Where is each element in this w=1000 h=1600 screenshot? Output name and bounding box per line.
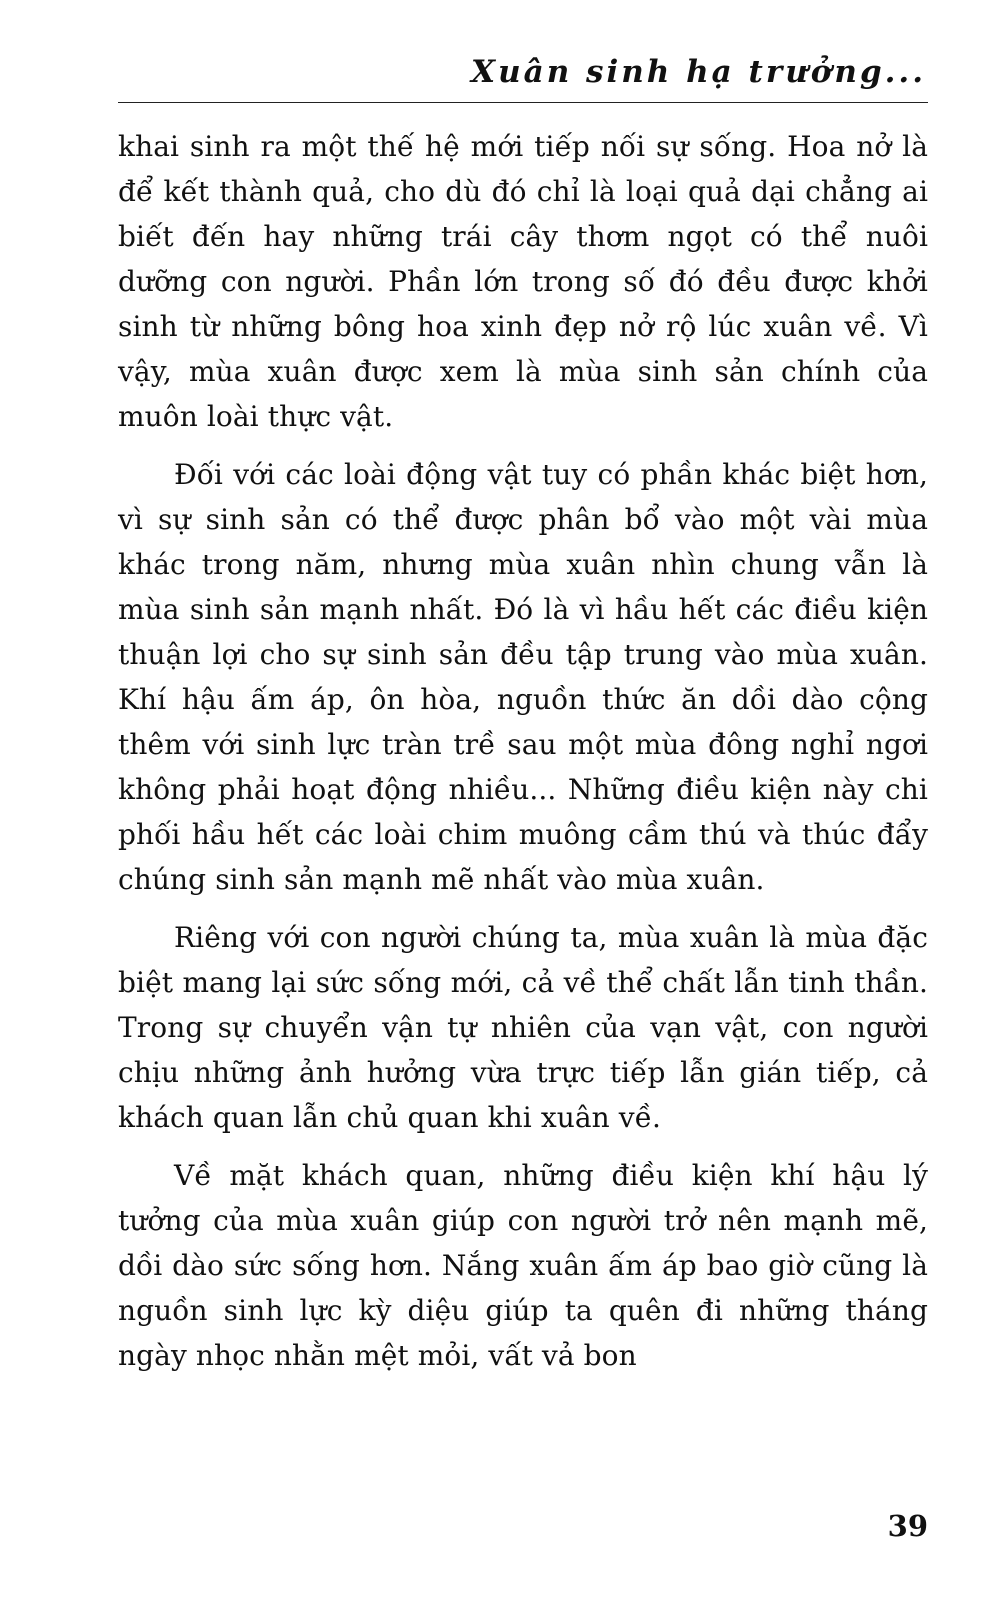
paragraph-2: Đối với các loài động vật tuy có phần khác biệt hơn, vì sự sinh sản có thể được phân bổ vào một vài mùa khác trong năm, nhưng mùa xuân nhìn chung vẫn là mùa sinh sản mạnh nhất. Đó là vì hầu hết các điều kiện thuận lợi cho sự sinh sản đều tập trung vào mùa xuân. Khí hậu ấm áp, ôn hòa, nguồn thức ăn dồi dào cộng thêm với sinh lực tràn trề sau một mùa đông nghỉ ngơi không phải hoạt động nhiều... Những điều kiện này chi phối hầu hết các loài chim muông cầm thú và thúc đẩy chúng sinh sản mạnh mẽ nhất vào mùa xuân. [118,458,928,896]
paragraph-3: Riêng với con người chúng ta, mùa xuân là mùa đặc biệt mang lại sức sống mới, cả về thể chất lẫn tinh thần. Trong sự chuyển vận tự nhiên của vạn vật, con người chịu những ảnh hưởng vừa trực tiếp lẫn gián tiếp, cả khách quan lẫn chủ quan khi xuân về. [118,921,928,1134]
header-rule [118,102,928,103]
paragraph-1: khai sinh ra một thế hệ mới tiếp nối sự sống. Hoa nở là để kết thành quả, cho dù đó chỉ là loại quả dại chẳng ai biết đến hay những trái cây thơm ngọt có thể nuôi dưỡng con người. Phần lớn trong số đó đều được khởi sinh từ những bông hoa xinh đẹp nở rộ lúc xuân về. Vì vậy, mùa xuân được xem là mùa sinh sản chính của muôn loài thực vật. [118,130,928,433]
page-number: 39 [887,1509,928,1543]
running-header: Xuân sinh hạ trưởng... [471,54,926,90]
paragraph-4: Về mặt khách quan, những điều kiện khí hậu lý tưởng của mùa xuân giúp con người trở nên mạnh mẽ, dồi dào sức sống hơn. Nắng xuân ấm áp bao giờ cũng là nguồn sinh lực kỳ diệu giúp ta quên đi những tháng ngày nhọc nhằn mệt mỏi, vất vả bon [118,1159,928,1372]
body-text [118,124,928,1391]
